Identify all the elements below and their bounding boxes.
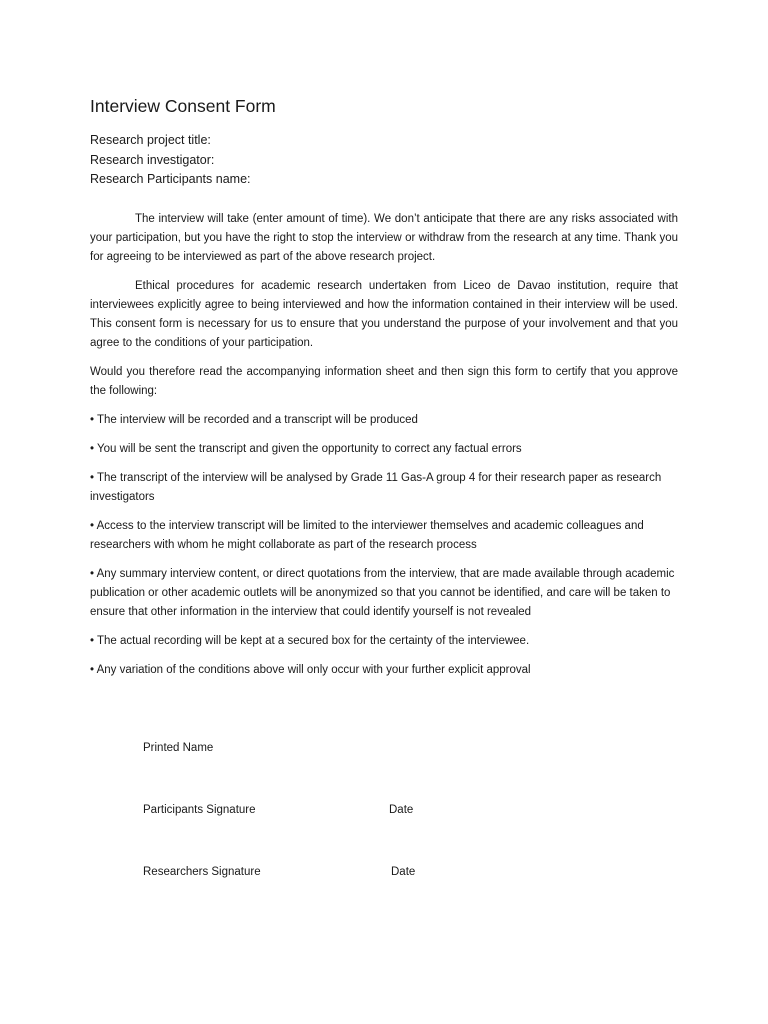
participant-signature-label: Participants Signature [143,804,256,816]
bullet-item: • The transcript of the interview will be analysed by Grade 11 Gas-A group 4 for their research paper as research investigators [90,472,662,503]
bullet-item: • Any variation of the conditions above will only occur with your further explicit approval [90,664,531,676]
bullet-item: • The actual recording will be kept at a secured box for the certainty of the interviewee. [90,635,530,647]
investigator-field: Research investigator: [90,152,215,167]
bullet-item: • Any summary interview content, or direct quotations from the interview, that are made available through academic publication or other academic outlets will be anonymized so that you cannot be identified, and care will be taken to ensure that other information in the interview that could identify yourself is not revealed [90,568,675,618]
participant-date-label: Date [389,804,414,816]
approval-paragraph: Would you therefore read the accompanying information sheet and then sign this form to certify that you approve the following: [90,366,678,397]
bullet-item: • The interview will be recorded and a transcript will be produced [90,414,418,426]
consent-body [90,210,678,690]
ethics-paragraph: Ethical procedures for academic research undertaken from Liceo de Davao institution, require that interviewees explicitly agree to being interviewed and how the information contained in their interview will be used. This consent form is necessary for us to ensure that you understand the purpose of your involvement and that you agree to the conditions of your participation. [90,280,678,349]
printed-name-label: Printed Name [143,742,214,754]
bullet-item: • You will be sent the transcript and given the opportunity to correct any factual errors [90,443,522,455]
page-title: Interview Consent Form [90,96,276,116]
researcher-signature-label: Researchers Signature [143,866,261,878]
research-fields [90,131,251,190]
participants-name-field: Research Participants name: [90,172,251,186]
bullet-item: • Access to the interview transcript will be limited to the interviewer themselves and academic colleagues and researchers with whom he might collaborate as part of the research process [90,520,644,551]
researcher-date-label: Date [391,866,416,878]
intro-paragraph: The interview will take (enter amount of time). We don’t anticipate that there are any risks associated with your participation, but you have the right to stop the interview or withdraw from the research at any time. Thank you for agreeing to be interviewed as part of the above research project. [90,213,678,263]
project-title-field: Research project title: [90,133,211,147]
